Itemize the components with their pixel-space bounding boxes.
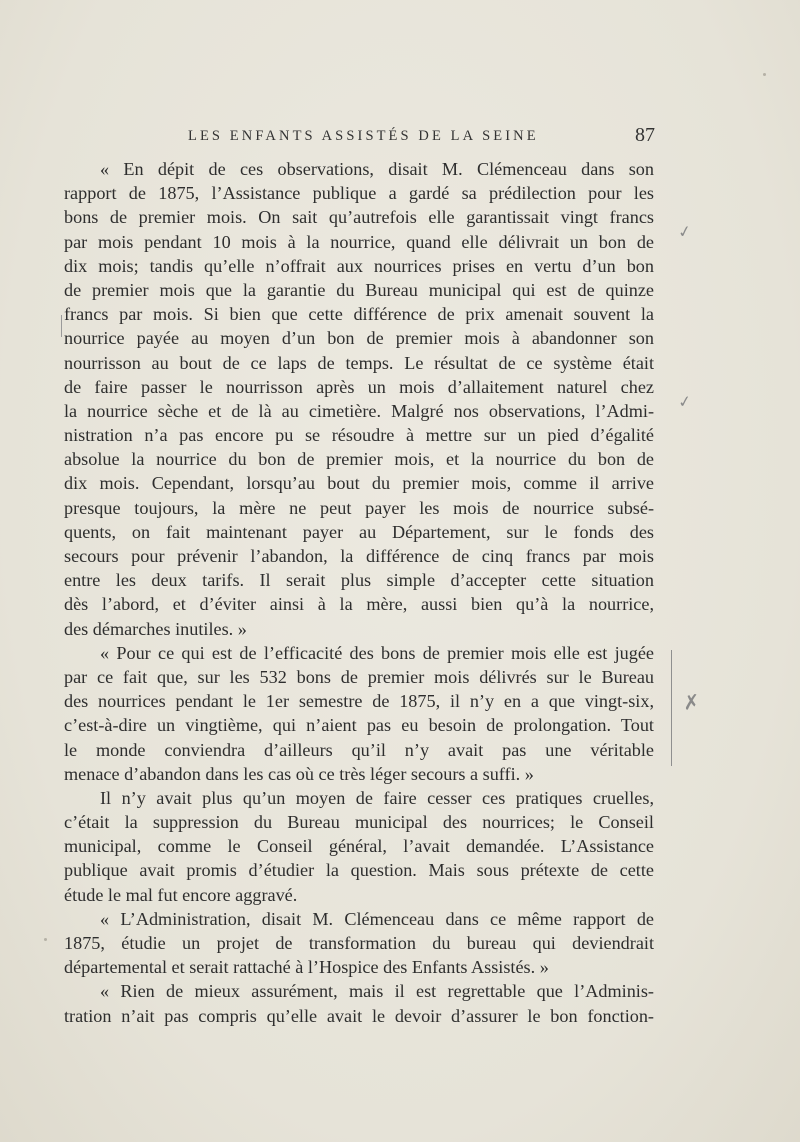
text-line: bons de premier mois. On sait qu’autrefois elle garantissait vingt francs bbox=[64, 207, 654, 228]
text-line: « Pour ce qui est de l’efficacité des bons de premier mois elle est jugée bbox=[100, 642, 654, 663]
text-line: c’était la suppression du Bureau municipal des nourrices; le Conseil bbox=[64, 812, 654, 833]
running-title: LES ENFANTS ASSISTÉS DE LA SEINE bbox=[188, 128, 539, 144]
text-line: départemental et serait rattaché à l’Hospice des Enfants Assistés. » bbox=[64, 957, 549, 978]
page-number: 87 bbox=[635, 124, 655, 146]
text-line: le monde conviendra d’ailleurs qu’il n’y avait pas une véritable bbox=[64, 739, 654, 760]
text-line: tration n’ait pas compris qu’elle avait le devoir d’assurer le bon fonction- bbox=[64, 1005, 654, 1026]
text-line: dix mois; tandis qu’elle n’offrait aux nourrices prises en vertu d’un bon bbox=[64, 255, 654, 276]
text-line: nistration n’a pas encore pu se résoudre à mettre sur un pied d’égalité bbox=[64, 425, 654, 446]
text-line: la nourrice sèche et de là au cimetière. Malgré nos observations, l’Admi- bbox=[64, 400, 654, 421]
text-line: des nourrices pendant le 1er semestre de 1875, il n’y en a que vingt-six, bbox=[64, 691, 654, 712]
text-line: presque toujours, la mère ne peut payer les mois de nourrice subsé- bbox=[64, 497, 654, 518]
text-line: absolue la nourrice du bon de premier mois, et la nourrice du bon de bbox=[64, 449, 654, 470]
paper-speck bbox=[44, 938, 47, 941]
text-line: « Rien de mieux assurément, mais il est regrettable que l’Adminis- bbox=[100, 981, 654, 1002]
text-line: dix mois. Cependant, lorsqu’au bout du premier mois, comme il arrive bbox=[64, 473, 654, 494]
text-line: municipal, comme le Conseil général, l’avait demandée. L’Assistance bbox=[64, 836, 654, 857]
text-line: étude le mal fut encore aggravé. bbox=[64, 884, 298, 905]
text-line: de premier mois que la garantie du Bureau municipal qui est de quinze bbox=[64, 279, 654, 300]
text-line: Il n’y avait plus qu’un moyen de faire cesser ces pratiques cruelles, bbox=[100, 787, 654, 808]
paper-speck bbox=[763, 73, 766, 76]
margin-cross-mark: ✗ bbox=[681, 689, 701, 715]
margin-tick bbox=[61, 315, 62, 337]
text-line: par ce fait que, sur les 532 bons de premier mois délivrés sur le Bureau bbox=[64, 666, 654, 687]
text-line: « En dépit de ces observations, disait M. Clémenceau dans son bbox=[100, 159, 654, 179]
text-line: nourrice payée au moyen d’un bon de premier mois à abandonner son bbox=[64, 328, 654, 349]
text-line: « L’Administration, disait M. Clémenceau dans ce même rapport de bbox=[100, 908, 654, 929]
margin-bracket bbox=[671, 650, 672, 766]
text-line: nourrisson au bout de ce laps de temps. Le résultat de ce système était bbox=[64, 352, 654, 373]
text-line: francs par mois. Si bien que cette différence de prix amenait souvent la bbox=[64, 304, 654, 325]
text-line: rapport de 1875, l’Assistance publique a gardé sa prédilection pour les bbox=[64, 183, 654, 204]
margin-check-mark: ✓ bbox=[676, 391, 693, 412]
text-line: c’est-à-dire un vingtième, qui n’aient pas eu besoin de prolongation. Tout bbox=[64, 715, 654, 736]
text-line: dès l’abord, et d’éviter ainsi à la mère, aussi bien qu’à la nourrice, bbox=[64, 594, 654, 615]
text-line: entre les deux tarifs. Il serait plus simple d’accepter cette situation bbox=[64, 570, 654, 591]
text-line: des démarches inutiles. » bbox=[64, 618, 247, 639]
margin-check-mark: ✓ bbox=[676, 220, 693, 243]
body-text bbox=[64, 157, 654, 1028]
page-header bbox=[100, 124, 655, 150]
text-line: 1875, étudie un projet de transformation du bureau qui deviendrait bbox=[64, 933, 654, 953]
text-line: menace d’abandon dans les cas où ce très léger secours a suffi. » bbox=[64, 763, 534, 784]
text-line: publique avait promis d’étudier la question. Mais sous prétexte de cette bbox=[64, 860, 654, 881]
text-line: de faire passer le nourrisson après un mois d’allaitement naturel chez bbox=[64, 376, 654, 397]
text-line: quents, on fait maintenant payer au Département, sur le fonds des bbox=[64, 521, 654, 542]
text-line: par mois pendant 10 mois à la nourrice, quand elle délivrait un bon de bbox=[64, 231, 654, 252]
text-line: secours pour prévenir l’abandon, la différence de cinq francs par mois bbox=[64, 546, 654, 566]
